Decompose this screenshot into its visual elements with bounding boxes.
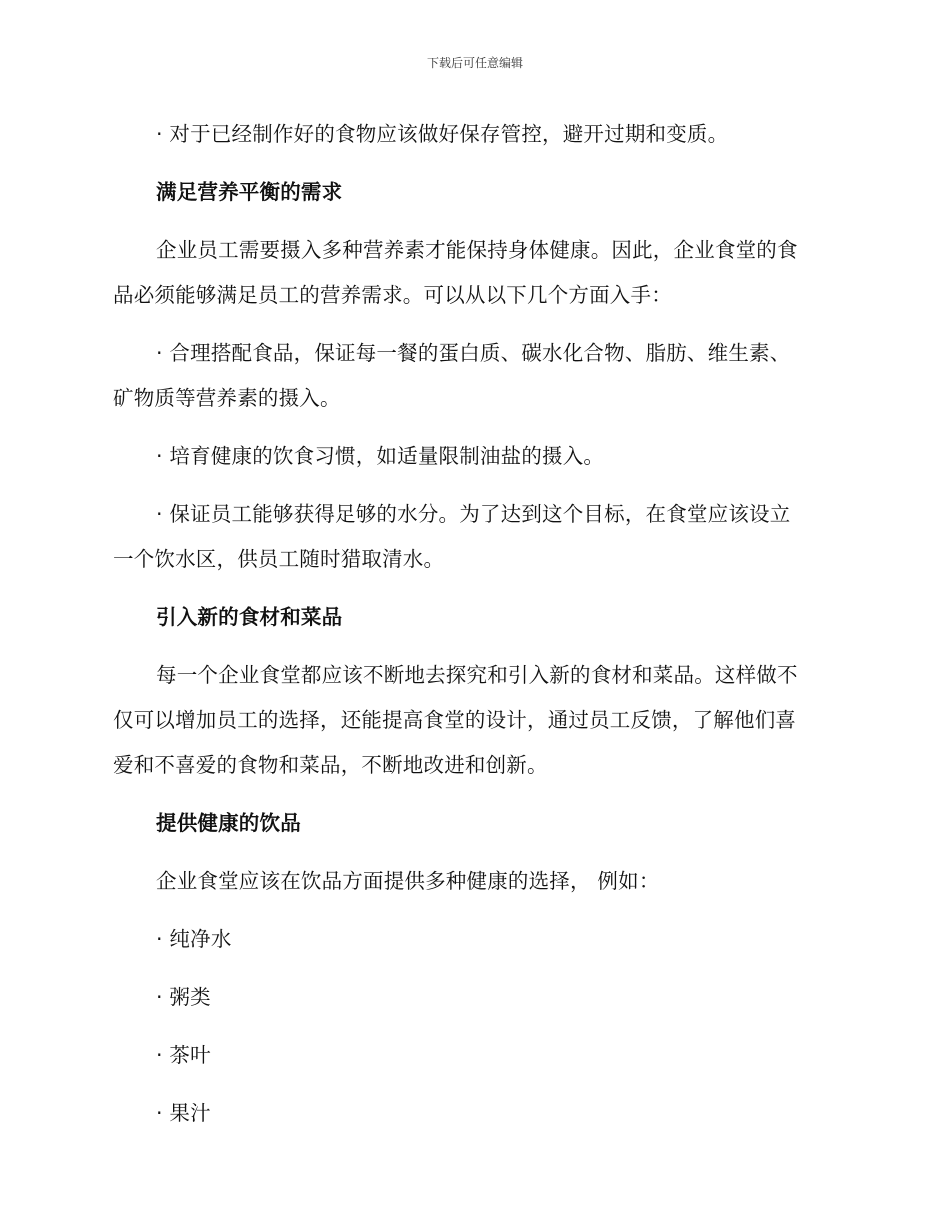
paragraph-line: 爱和不喜爱的食物和菜品，不断地改进和创新。	[113, 753, 548, 777]
paragraph-line: 每一个企业食堂都应该不断地去探究和引入新的食材和菜品。这样做不	[156, 663, 798, 687]
paragraph-new-dishes	[113, 653, 833, 788]
page-header-watermark: 下载后可任意编辑	[426, 56, 523, 70]
list-item-drink: · 纯净水	[156, 927, 232, 951]
paragraph-food-storage: · 对于已经制作好的食物应该做好保存管控，避开过期和变质。	[156, 122, 729, 146]
document-body	[113, 112, 833, 1149]
paragraph-water-supply	[113, 492, 833, 582]
paragraph-nutrition-intro	[113, 228, 833, 318]
paragraph-line: 企业员工需要摄入多种营养素才能保持身体健康。因此，企业食堂的食	[156, 238, 798, 262]
paragraph-line: 一个饮水区，供员工随时猎取清水。	[113, 547, 445, 571]
paragraph-line: · 合理搭配食品，保证每一餐的蛋白质、碳水化合物、脂肪、维生素、	[156, 341, 791, 365]
paragraph-line: 品必须能够满足员工的营养需求。可以从以下几个方面入手：	[113, 283, 672, 307]
paragraph-line: 矿物质等营养素的摄入。	[113, 386, 341, 410]
section-heading-nutrition: 满足营养平衡的需求	[156, 180, 343, 204]
list-item-drink: · 果汁	[156, 1101, 211, 1125]
paragraph-drinks-intro: 企业食堂应该在饮品方面提供多种健康的选择， 例如：	[156, 869, 660, 893]
list-item-drink: · 粥类	[156, 985, 211, 1009]
paragraph-line: · 保证员工能够获得足够的水分。为了达到这个目标，在食堂应该设立	[156, 502, 791, 526]
section-heading-healthy-drinks: 提供健康的饮品	[156, 811, 301, 835]
paragraph-line: 仅可以增加员工的选择，还能提高食堂的设计，通过员工反馈，了解他们喜	[113, 708, 797, 732]
section-heading-new-dishes: 引入新的食材和菜品	[156, 605, 343, 629]
paragraph-balanced-meals	[113, 331, 833, 421]
list-item-drink: · 茶叶	[156, 1043, 211, 1067]
paragraph-healthy-habits: · 培育健康的饮食习惯，如适量限制油盐的摄入。	[156, 444, 605, 468]
